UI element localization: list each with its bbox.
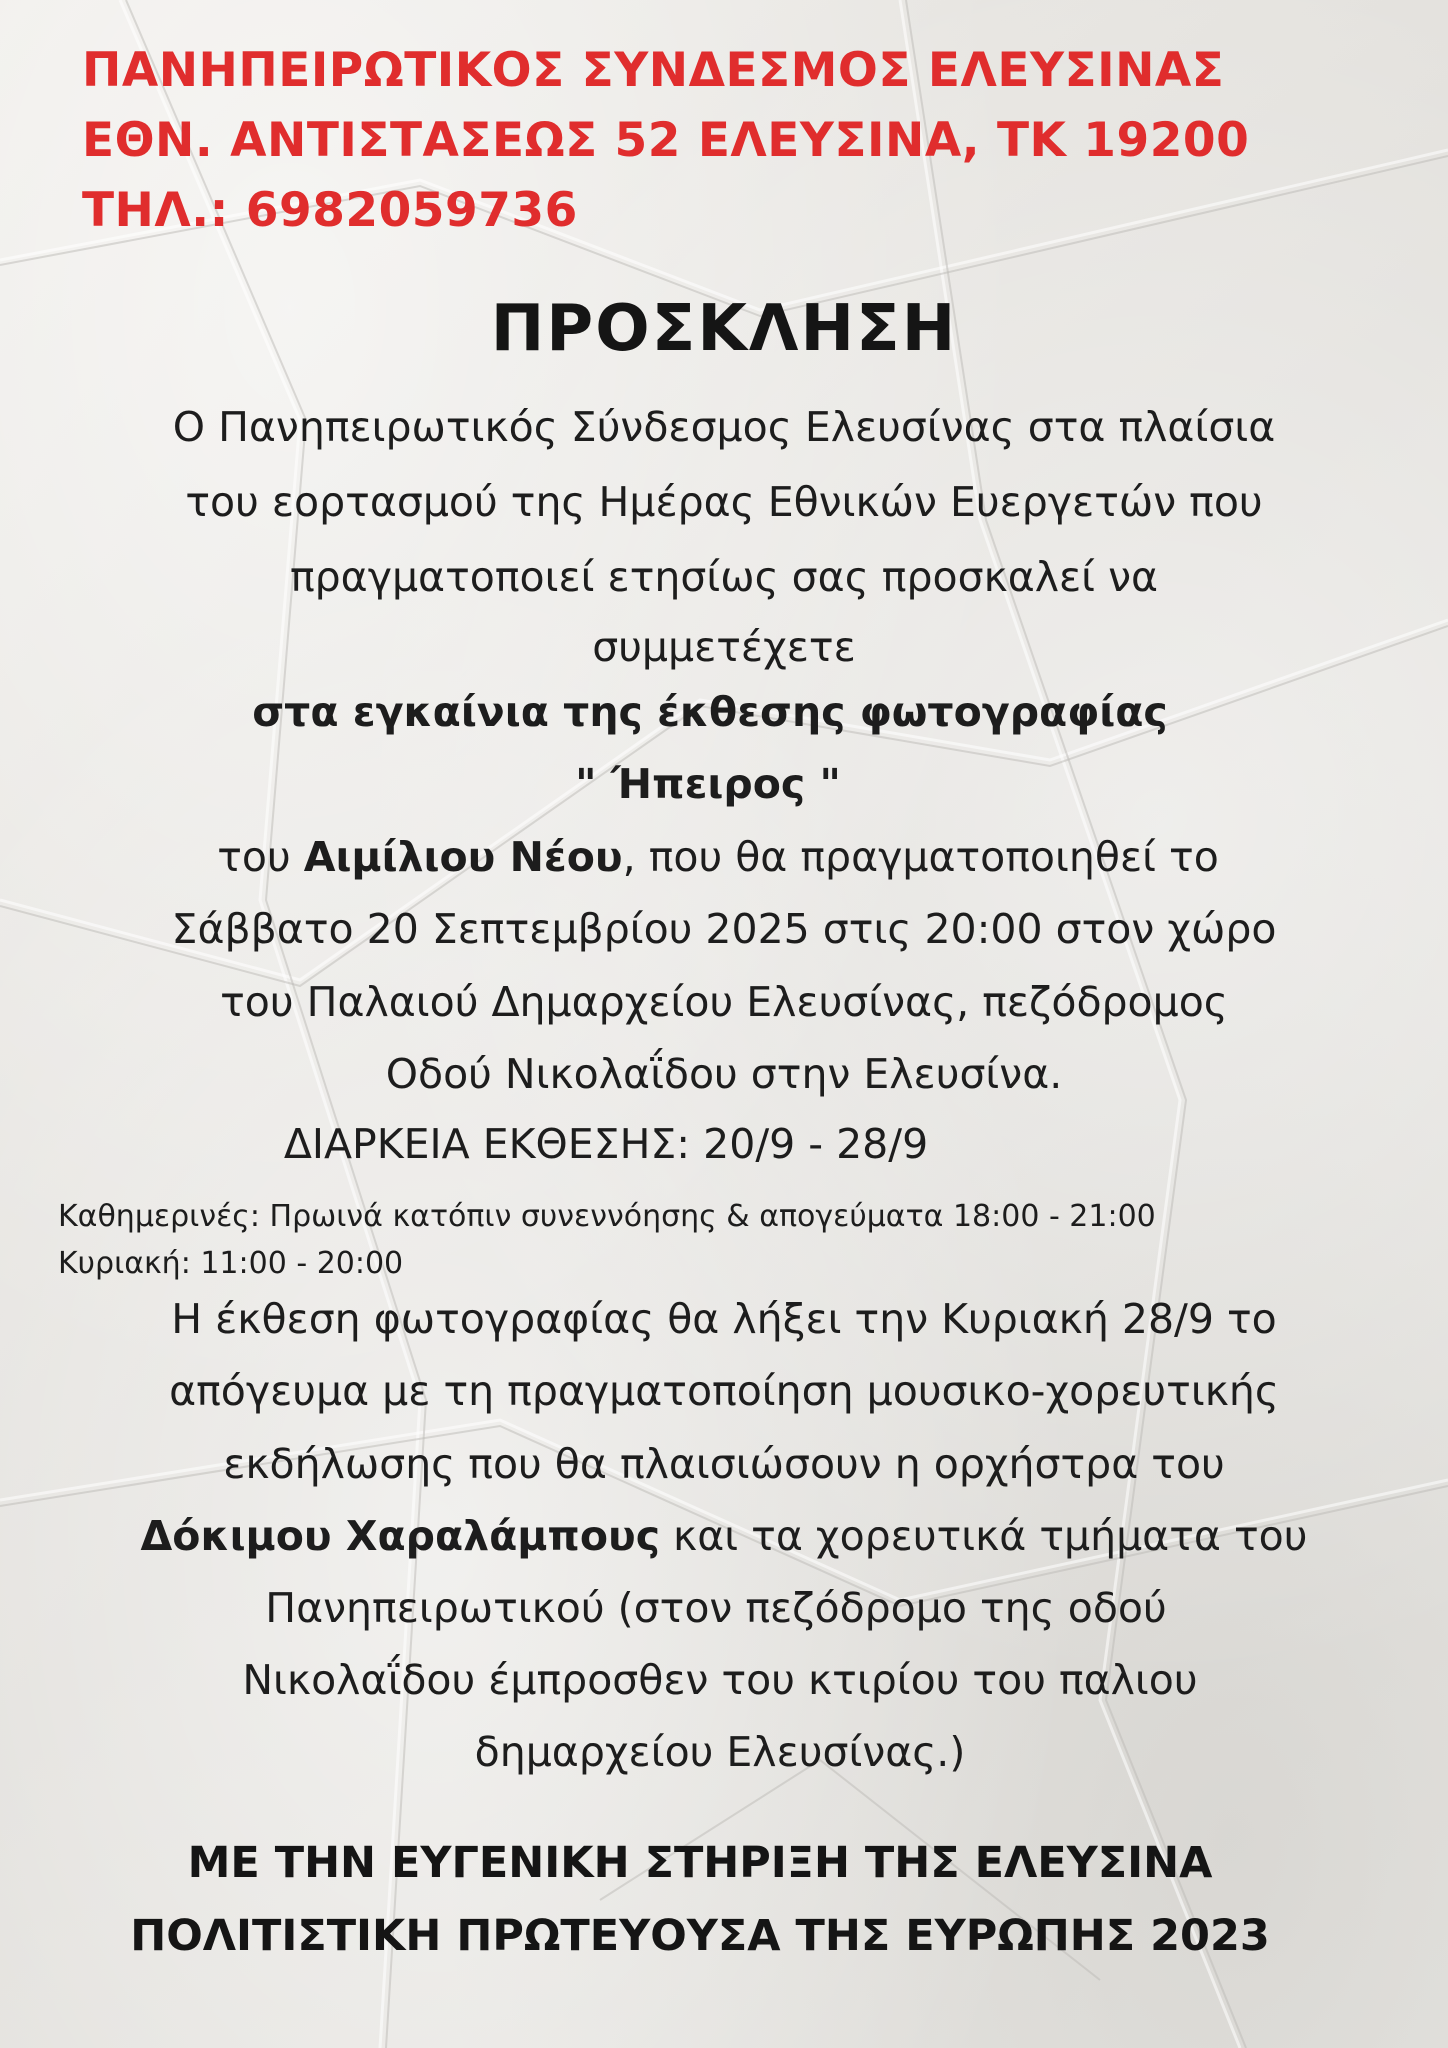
sponsor-line-1: ΜΕ ΤΗΝ ΕΥΓΕΝΙΚΗ ΣΤΗΡΙΞΗ ΤΗΣ ΕΛΕΥΣΙΝΑ: [187, 1838, 1213, 1888]
closing-line-6: Νικολαΐδου έμπροσθεν του κτιρίου του παλιου: [242, 1656, 1198, 1704]
association-phone: ΤΗΛ.: 6982059736: [82, 183, 578, 238]
intro-line-1: Ο Πανηπειρωτικός Σύνδεσμος Ελευσίνας στα πλαίσια: [172, 403, 1276, 451]
closing-line-1: Η έκθεση φωτογραφίας θα λήξει την Κυριακή 28/9 το: [171, 1295, 1277, 1343]
closing-line-7: δημαρχείου Ελευσίνας.): [474, 1728, 966, 1776]
association-header: [82, 36, 1249, 246]
weekday-hours: Καθημερινές: Πρωινά κατόπιν συνεννόησης & απογεύματα 18:00 - 21:00: [58, 1199, 1156, 1234]
sponsor-line-2: ΠΟΛΙΤΙΣΤΙΚΗ ΠΡΩΤΕΥΟΥΣΑ ΤΗΣ ΕΥΡΩΠΗΣ 2023: [130, 1911, 1270, 1961]
exhibition-opening-line: στα εγκαίνια της έκθεσης φωτογραφίας: [252, 688, 1168, 736]
details-suffix: , που θα πραγματοποιηθεί το: [622, 833, 1219, 881]
details-line-2: Σάββατο 20 Σεπτεμβρίου 2025 στις 20:00 στον χώρο: [171, 905, 1277, 953]
details-line-4: Οδού Νικολαΐδου στην Ελευσίνα.: [385, 1050, 1063, 1098]
closing-line-3: εκδήλωσης που θα πλαισιώσουν η ορχήστρα του: [223, 1440, 1225, 1488]
photographer-name: Αιμίλιου Νέου: [303, 833, 623, 881]
intro-line-2: του εορτασμού της Ημέρας Εθνικών Ευεργετών που: [185, 478, 1263, 526]
exhibition-name: " Ήπειρος ": [575, 760, 841, 808]
closing-line-2: απόγευμα με τη πραγματοποίηση μουσικο-χορευτικής: [169, 1367, 1279, 1415]
association-name: ΠΑΝΗΠΕΙΡΩΤΙΚΟΣ ΣΥΝΔΕΣΜΟΣ ΕΛΕΥΣΙΝΑΣ: [82, 43, 1225, 98]
orchestra-name: Δόκιμου Χαραλάμπους: [140, 1512, 661, 1560]
sunday-hours: Κυριακή: 11:00 - 20:00: [58, 1246, 404, 1281]
details-prefix: του: [217, 833, 304, 881]
closing-line-4: [0, 1512, 1448, 1560]
details-line-3: του Παλαιού Δημαρχείου Ελευσίνας, πεζόδρομος: [220, 978, 1228, 1026]
exhibition-duration: ΔΙΑΡΚΕΙΑ ΕΚΘΕΣΗΣ: 20/9 - 28/9: [283, 1120, 929, 1168]
intro-line-4: συμμετέχετε: [592, 623, 856, 671]
closing-line-5: Πανηπειρωτικού (στον πεζόδρομο της οδού: [265, 1584, 1167, 1632]
association-address: ΕΘΝ. ΑΝΤΙΣΤΑΣΕΩΣ 52 ΕΛΕΥΣΙΝΑ, ΤΚ 19200: [82, 113, 1250, 168]
intro-line-3: πραγματοποιεί ετησίως σας προσκαλεί να: [289, 553, 1159, 601]
details-line-1: [0, 833, 1442, 881]
closing-line-4-suffix: και τα χορευτικά τμήματα του: [660, 1512, 1308, 1560]
invitation-title: ΠΡΟΣΚΛΗΣΗ: [490, 292, 958, 366]
